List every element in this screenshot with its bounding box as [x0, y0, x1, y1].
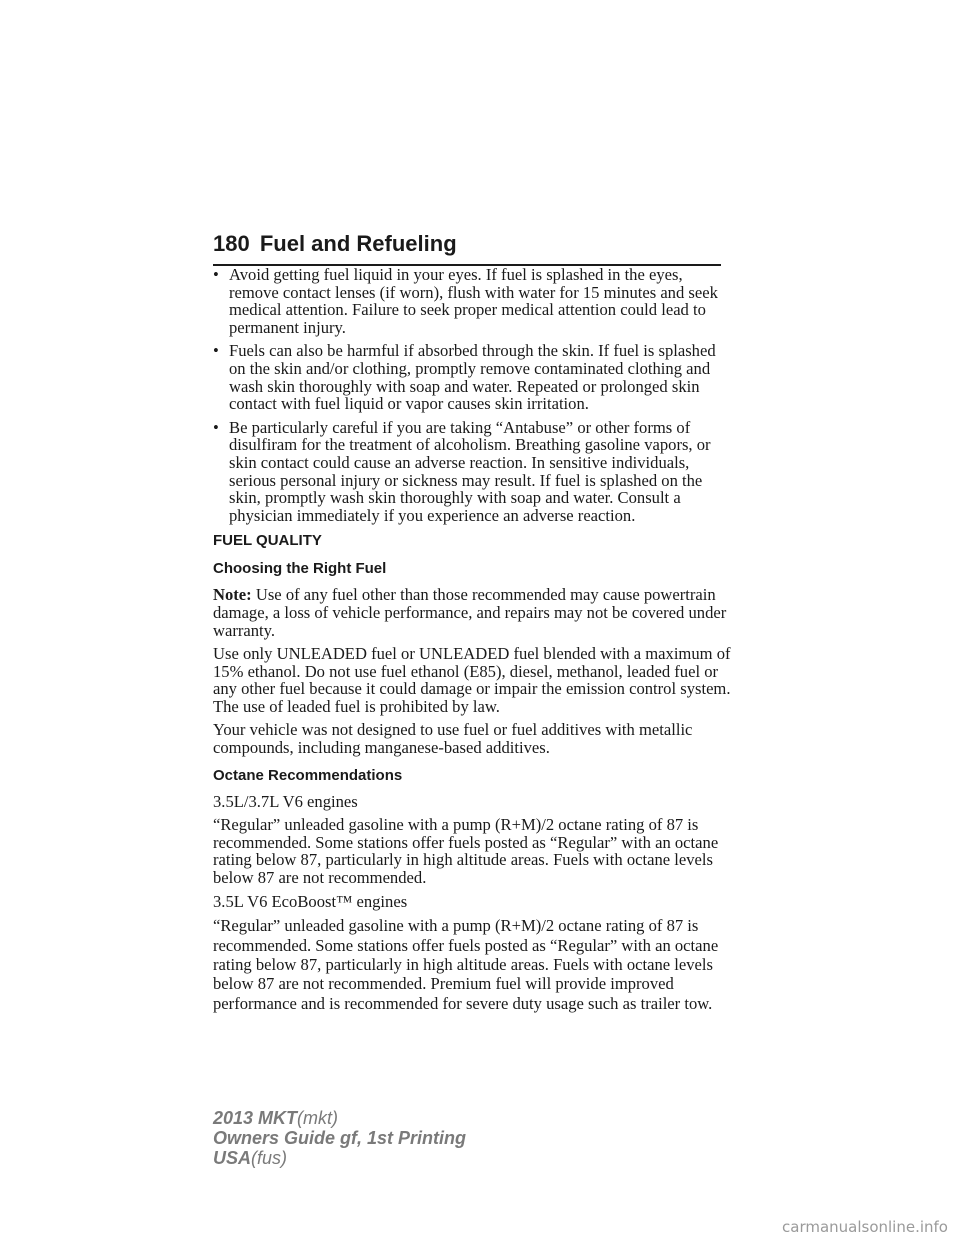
page-content	[213, 266, 733, 1019]
site-watermark: carmanualsonline.info	[782, 1218, 948, 1236]
engine-ecoboost-label: 3.5L V6 EcoBoost™ engines	[213, 891, 408, 911]
bullet-text: Avoid getting fuel liquid in your eyes. If fuel is splashed in the eyes, remove contact lenses (if worn), flush with water for 15 minutes and seek medical attention. Failure to seek proper medical attention could lead to permanent injury.	[229, 265, 718, 337]
note-paragraph	[213, 586, 733, 639]
page-number: 180	[213, 231, 250, 256]
warning-bullet-list	[213, 266, 733, 524]
footer-market-code: (fus)	[251, 1148, 288, 1168]
footer-line-guide: Owners Guide gf, 1st Printing	[213, 1128, 467, 1148]
bullet-text: Fuels can also be harmful if absorbed through the skin. If fuel is splashed on the skin and/or clothing, promptly remove contaminated clothing and wash skin thoroughly with soap and water. Repeated or prolonged skin contact with fuel liquid or vapor causes skin irritation.	[229, 341, 716, 414]
footer-model: 2013 MKT	[213, 1108, 298, 1128]
bullet-item	[213, 266, 733, 336]
footer-market: USA	[213, 1148, 252, 1168]
bullet-icon: •	[213, 417, 219, 437]
print-footer	[213, 1108, 466, 1168]
metallic-additives-paragraph: Your vehicle was not designed to use fuel or fuel additives with metallic compounds, including manganese-based additives.	[213, 720, 693, 758]
bullet-item	[213, 419, 733, 525]
page-header	[213, 230, 721, 266]
bullet-item	[213, 342, 733, 412]
engine-ecoboost-paragraph: “Regular” unleaded gasoline with a pump (R+M)/2 octane rating of 87 is recommended. Some stations offer fuels posted as “Regular” with an octane rating below 87, particularly in high altitude areas. Fuels with octane levels below 87 are not recommended. Premium fuel will provide improved performance and is recommended for severe duty usage such as trailer tow.	[213, 916, 719, 1013]
bullet-text: Be particularly careful if you are taking “Antabuse” or other forms of disulfiram for the treatment of alcoholism. Breathing gasoline vapors, or skin contact could cause an adverse reaction. In sensitive individuals, serious personal injury or sickness may result. If fuel is splashed on the skin, promptly wash skin thoroughly with soap and water. Consult a physician immediately if you experience an adverse reaction.	[229, 417, 711, 525]
bullet-icon: •	[213, 341, 219, 361]
section-title: Fuel and Refueling	[259, 231, 457, 256]
footer-model-code: (mkt)	[297, 1108, 339, 1128]
engine-v6-label: 3.5L/3.7L V6 engines	[213, 791, 358, 811]
note-text: Use of any fuel other than those recommended may cause powertrain damage, a loss of vehicle performance, and repairs may not be covered under warranty.	[213, 585, 727, 640]
engine-v6-paragraph: “Regular” unleaded gasoline with a pump (R+M)/2 octane rating of 87 is recommended. Some stations offer fuels posted as “Regular” with an octane rating below 87, particularly in high altitude areas. Fuels with octane levels below 87 are not recommended.	[213, 815, 719, 888]
octane-heading: Octane Recommendations	[213, 766, 403, 784]
bullet-icon: •	[213, 265, 219, 284]
fuel-quality-heading: FUEL QUALITY	[213, 532, 322, 550]
choosing-fuel-subheading: Choosing the Right Fuel	[213, 560, 387, 578]
unleaded-paragraph: Use only UNLEADED fuel or UNLEADED fuel blended with a maximum of 15% ethanol. Do not use fuel ethanol (E85), diesel, methanol, leaded fuel or any other fuel because it could damage or impair the emission control system. The use of leaded fuel is prohibited by law.	[213, 644, 731, 716]
footer-line-model	[213, 1108, 466, 1128]
note-label: Note:	[213, 585, 252, 605]
footer-line-market	[213, 1148, 466, 1168]
